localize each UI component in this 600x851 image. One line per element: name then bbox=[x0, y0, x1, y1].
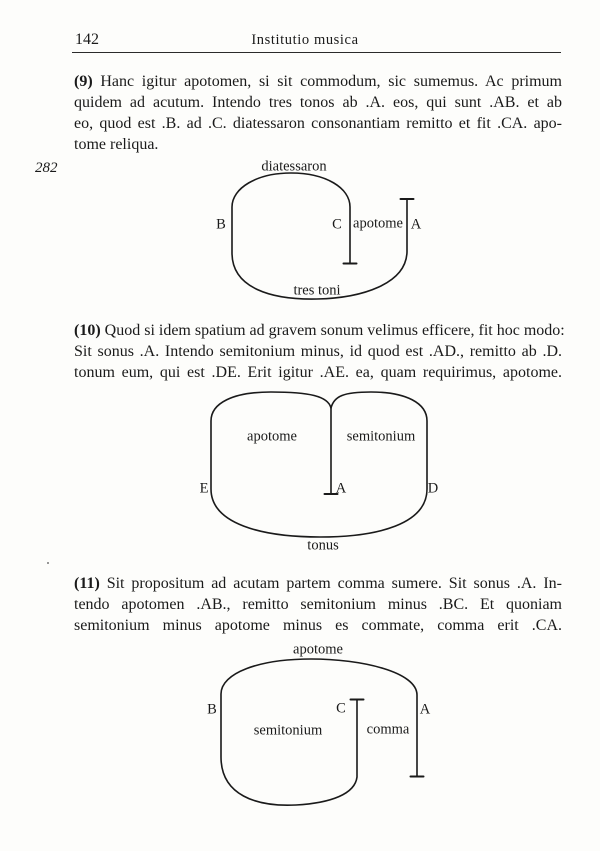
diagram1-point-c: C bbox=[332, 216, 342, 233]
diagram3-point-b: B bbox=[207, 701, 217, 718]
paragraph-10-line-2: Sit sonus .A. Intendo semitonium minus, id quod est .AD., remitto ab .D. bbox=[74, 343, 562, 360]
diagram3-label-apotome: apotome bbox=[293, 641, 343, 658]
paragraph-11 bbox=[74, 573, 562, 636]
diagram2-label-semitonium: semitonium bbox=[346, 428, 416, 445]
diagram2-point-a: A bbox=[335, 480, 347, 497]
paragraph-10-line-3: tonum eum, qui est .DE. Erit igitur .AE. ea, quam requirimus, apotome. bbox=[74, 364, 562, 381]
diagram2-point-d: D bbox=[427, 480, 439, 497]
diagram1-point-b: B bbox=[216, 216, 226, 233]
diagram1-point-a: A bbox=[410, 216, 422, 233]
paragraph-9-line-1 bbox=[74, 71, 562, 92]
diagram1-label-apotome: apotome bbox=[353, 215, 403, 232]
header-rule bbox=[72, 52, 561, 53]
paragraph-11-line-1-text: Sit propositum ad acutam partem comma sumere. Sit sonus .A. In- bbox=[99, 575, 562, 592]
section-number-9: (9) bbox=[74, 73, 93, 90]
diagram2-outline bbox=[211, 392, 427, 537]
running-title: Institutio musica bbox=[251, 32, 359, 48]
paragraph-11-line-3: semitonium minus apotome minus es commate, comma erit .CA. bbox=[74, 617, 562, 634]
diagram2-label-tonus: tonus bbox=[307, 537, 339, 554]
paragraph-10-line-1-text: Quod si idem spatium ad gravem sonum velimus efficere, fit hoc modo: bbox=[100, 322, 565, 339]
margin-section-number: 282 bbox=[35, 160, 58, 176]
paragraph-11-line-2: tendo apotomen .AB., remitto semitonium minus .BC. Et quoniam bbox=[74, 596, 562, 613]
diagram3-point-c: C bbox=[336, 700, 346, 717]
paragraph-9-line-1-text: Hanc igitur apotomen, si sit commodum, sic sumemus. Ac primum bbox=[92, 73, 562, 90]
diagram1-label-tres-toni: tres toni bbox=[293, 282, 341, 299]
ink-speck bbox=[47, 562, 49, 564]
paragraph-9 bbox=[74, 71, 562, 155]
section-number-10: (10) bbox=[74, 322, 101, 339]
diagram1-label-diatessaron: diatessaron bbox=[261, 158, 327, 175]
page-number: 142 bbox=[75, 31, 99, 48]
paragraph-11-line-1 bbox=[74, 573, 562, 594]
paragraph-9-line-2: quidem ad acutum. Intendo tres tonos ab .A. eos, qui sunt .AB. et ab bbox=[74, 94, 562, 111]
diagram2-point-e: E bbox=[199, 480, 209, 497]
paragraph-10 bbox=[74, 320, 565, 383]
paragraph-9-line-4: tome reliqua. bbox=[74, 136, 159, 153]
diagram2-label-apotome: apotome bbox=[247, 428, 297, 445]
diagram3-point-a: A bbox=[419, 701, 431, 718]
diagram3-label-semitonium: semitonium bbox=[253, 722, 323, 739]
paragraph-9-line-3: eo, quod est .B. ad .C. diatessaron consonantiam remitto et fit .CA. apo- bbox=[74, 115, 562, 132]
diagram3-label-comma: comma bbox=[366, 721, 410, 738]
section-number-11: (11) bbox=[74, 575, 100, 592]
paragraph-10-line-1 bbox=[74, 320, 565, 341]
diagram1-curve bbox=[232, 173, 407, 299]
